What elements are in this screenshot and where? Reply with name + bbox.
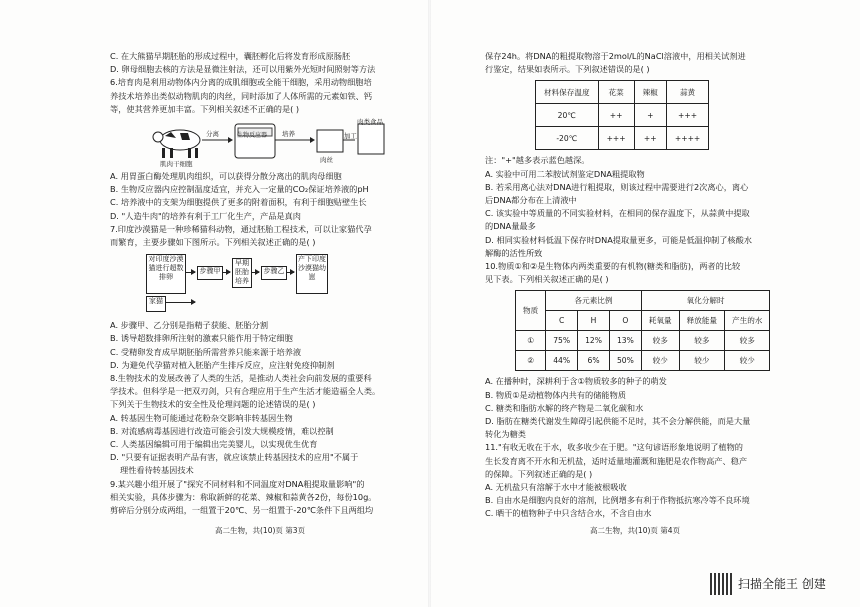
option-b: B. 自由水是细胞内良好的溶剂，比例增多有利于作物抵抗寒冷等不良环境 — [485, 495, 750, 506]
table-cell: 较少 — [679, 351, 724, 371]
flow-box-step-b: 步骤乙 — [261, 266, 287, 280]
option-c: C. 晒干的植物种子中只含结合水，不含自由水 — [485, 508, 652, 519]
label-bioreactor: 生物反应器 — [237, 132, 268, 140]
right-page — [485, 50, 790, 521]
table-cell: 较多 — [641, 331, 679, 351]
option-b: B. 生物反应器内应控制温度适宜，并充入一定量的CO₂保证培养液的pH — [110, 184, 369, 195]
table-header-cell: 氧化分解时 — [641, 291, 770, 311]
table-header-cell: 产生的水 — [725, 311, 770, 331]
table-cell: 较多 — [725, 331, 770, 351]
question-9-line: 9.某兴趣小组开展了"探究不同材料和不同温度对DNA粗提取量影响"的 — [110, 478, 365, 489]
option-b: B. 若采用离心法对DNA进行粗提取，则该过程中需要进行2次离心，离心 — [485, 181, 749, 192]
table-cell: 44% — [546, 351, 578, 371]
text-line: 学技术。但科学是一把双刃剑，只有合理应用于生产生活才能造福全人类。 — [110, 386, 381, 397]
table-cell: ++ — [598, 104, 634, 127]
flow-box-kitten: 产下印度沙漠猫幼崽 — [296, 254, 328, 294]
table-cell: 50% — [609, 351, 641, 371]
table-cell: ① — [516, 331, 546, 351]
table-cell: ++++ — [666, 127, 708, 150]
scanner-watermark: 扫描全能王 创建 — [738, 577, 826, 591]
option-d: D. 脂肪在糖类代谢发生障碍引起供能不足时，其不会分解供能，而是大量 — [485, 416, 751, 427]
right-page-footer: 高二生物，共(10)页 第4页 — [590, 526, 681, 535]
option-b: B. 对流感病毒基因进行改造可能会引发大规模疫情，难以控制 — [110, 425, 334, 436]
question-10-line: 10.物质①和②是生物体内两类重要的有机物(糖类和脂肪)，两者的比较 — [485, 261, 741, 272]
text-line: C. 在大熊猫早期胚胎的形成过程中，囊胚孵化后将发育形成原肠胚 — [110, 51, 351, 61]
text-line: 养技术培养出类似动物肌肉的肉丝，同时添加了人体所需的元素如铁、钙 — [110, 90, 373, 101]
table-cell: ② — [516, 351, 546, 371]
table-header-cell: 耗氧量 — [641, 311, 679, 331]
option-a: A. 在播种时，深耕利于含①物质较多的种子的萌发 — [485, 376, 667, 387]
table-cell: 12% — [578, 331, 610, 351]
option-d: D. "只要有证据表明产品有害，就应该禁止转基因技术的应用"不属于 — [110, 452, 359, 463]
page-fold — [428, 0, 431, 607]
left-page-footer: 高二生物，共(10)页 第3页 — [215, 526, 306, 535]
table-cell: ++ — [634, 127, 666, 150]
table-header-cell: 物质 — [516, 291, 546, 331]
table-cell: +++ — [666, 104, 708, 127]
text-line: 的保障。下列叙述正确的是( ) — [485, 468, 593, 479]
substance-comparison-table — [515, 290, 770, 371]
table-cell: 较少 — [641, 351, 679, 371]
desert-cat-flowchart — [110, 252, 410, 316]
text-line: 剪碎后分别分成两组，一组置于20℃、另一组置于-20℃条件下且两组均 — [110, 505, 374, 516]
option-a: A. 用胃蛋白酶处理肌肉组织，可以获得分散分离出的肌肉母细胞 — [110, 171, 342, 182]
option-c: C. 人类基因编辑可用于编辑出完美婴儿，以实现优生优育 — [110, 439, 318, 450]
table-cell: 75% — [546, 331, 578, 351]
text-line: 等，使其营养更加丰富。下列相关叙述不正确的是( ) — [110, 103, 300, 114]
text-line: 下列关于生物技术的安全性及伦理问题的论述错误的是( ) — [110, 399, 316, 410]
option-d: D. "人造牛肉"的培养有利于工厂化生产，产品是真肉 — [110, 210, 301, 221]
qr-code-icon — [710, 573, 732, 595]
text-line: 而繁育，主要步骤如下图所示。下列相关叙述正确的是( ) — [110, 237, 316, 248]
flow-box-house-cat: 家猫 — [146, 296, 166, 312]
table-header-cell: H — [578, 311, 610, 331]
label-muscle-stem-cell: 肌肉干细胞 — [160, 160, 193, 169]
table-row — [516, 331, 770, 351]
table-header-cell: 材料保存温度 — [536, 81, 599, 104]
cultured-meat-figure — [110, 118, 410, 168]
flow-arrow — [185, 272, 195, 273]
flow-arrow — [251, 272, 259, 273]
table-cell: 13% — [609, 331, 641, 351]
option-a: A. 实验中可用二苯胺试剂鉴定DNA粗提取物 — [485, 168, 645, 179]
text-line: 保存24h。将DNA的粗提取物溶于2mol/L的NaCl溶液中，用相关试剂进 — [485, 51, 746, 61]
flow-arrow — [165, 302, 195, 303]
table-header-row — [516, 311, 770, 331]
flow-box-superovulation: 对印度沙漠猫进行超数排卵 — [146, 254, 186, 294]
question-6-line: 6.培育肉是利用动物体内分离的成肌细胞或全能干细胞，采用动物细胞培 — [110, 77, 372, 88]
table-header-cell: 蒜黄 — [666, 81, 708, 104]
flow-box-step-a: 步骤甲 — [197, 266, 223, 280]
question-7-line: 7.印度沙漠猫是一种珍稀猫科动物，通过胚胎工程技术，可以让家猫代孕 — [110, 223, 372, 234]
option-a: A. 无机盐只有溶解于水中才能被根吸收 — [485, 482, 627, 493]
flow-arrow — [222, 272, 230, 273]
table-header-row — [516, 291, 770, 311]
question-8-line: 8.生物技术的发展改善了人类的生活，是推动人类社会向前发展的重要科 — [110, 373, 372, 384]
left-page — [110, 50, 410, 517]
table-cell: 较少 — [725, 351, 770, 371]
label-process: 加工 — [344, 132, 357, 141]
text-line: 理性看待转基因技术 — [120, 465, 194, 476]
cow-icon — [153, 130, 200, 158]
option-d: D. 相同实验材料低温下保存时DNA提取量更多，可能是低温抑制了核酸水 — [485, 234, 752, 245]
table-header-row — [536, 81, 709, 104]
table-row — [516, 351, 770, 371]
option-a: A. 转基因生物可能通过花粉杂交影响非转基因生物 — [110, 412, 293, 423]
text-line: 转化为糖类 — [485, 429, 526, 440]
text-line: D. 卵母细胞去核的方法是显微注射法，还可以用紫外光短时间照射等方法 — [110, 64, 376, 75]
table-row — [536, 127, 709, 150]
text-line: 相关实验，具体步骤为：称取新鲜的花菜、辣椒和蒜黄各2份，每份10g。 — [110, 491, 377, 502]
table-cell: 较多 — [679, 331, 724, 351]
question-11-line: 11."有收无收在于水，收多收少在于肥。"这句谚语形象地说明了植物的 — [485, 442, 743, 453]
option-b: B. 诱导超数排卵所注射的激素只能作用于特定细胞 — [110, 333, 293, 344]
table-header-cell: O — [609, 311, 641, 331]
option-c: C. 糖类和脂肪水解的终产物是二氧化碳和水 — [485, 402, 644, 413]
label-meat-food: 肉类食品 — [357, 118, 383, 127]
flow-arrow — [286, 272, 294, 273]
table-header-cell: 释放能量 — [679, 311, 724, 331]
option-c: C. 培养液中的支架为细胞提供了更多的附着面积，有利于细胞贴壁生长 — [110, 197, 367, 208]
table-header-cell: 辣椒 — [634, 81, 666, 104]
label-culture: 培养 — [282, 130, 295, 139]
table-cell: -20℃ — [536, 127, 599, 150]
text-line: 生长发育离不开水和无机盐，适时适量地灌溉和施肥是农作物高产、稳产 — [485, 455, 748, 466]
dna-extraction-table — [535, 80, 709, 150]
option-a: A. 步骤甲、乙分别是指精子获能、胚胎分割 — [110, 320, 269, 331]
table-row — [536, 104, 709, 127]
text-line: 后DNA都分布在上清液中 — [485, 195, 577, 206]
table-cell: +++ — [598, 127, 634, 150]
option-b: B. 物质①是动植物体内共有的储能物质 — [485, 389, 626, 400]
text-line: 的DNA量最多 — [485, 221, 536, 232]
text-line: 解酶的活性所致 — [485, 247, 543, 258]
table-header-cell: C — [546, 311, 578, 331]
table-header-cell: 花菜 — [598, 81, 634, 104]
label-meat-fiber: 肉丝 — [320, 156, 333, 165]
flow-box-embryo-culture: 早期胚胎培养 — [232, 258, 252, 288]
option-c: C. 受精卵发育成早期胚胎所需营养只能来源于培养液 — [110, 346, 302, 357]
option-c: C. 该实验中等质量的不同实验材料，在相同的保存温度下，从蒜黄中提取 — [485, 208, 750, 219]
option-d: D. 为避免代孕猫对植入胚胎产生排斥反应，应注射免疫抑制剂 — [110, 359, 335, 370]
label-separate: 分离 — [206, 130, 219, 139]
table-cell: 6% — [578, 351, 610, 371]
table-cell: + — [634, 104, 666, 127]
table-header-cell: 各元素比例 — [546, 291, 642, 311]
table-cell: 20℃ — [536, 104, 599, 127]
table-note: 注："+"越多表示蓝色越深。 — [485, 155, 590, 166]
text-line: 见下表。下列相关叙述正确的是( ) — [485, 274, 609, 285]
text-line: 行鉴定，结果如表所示。下列叙述错误的是( ) — [485, 64, 650, 75]
